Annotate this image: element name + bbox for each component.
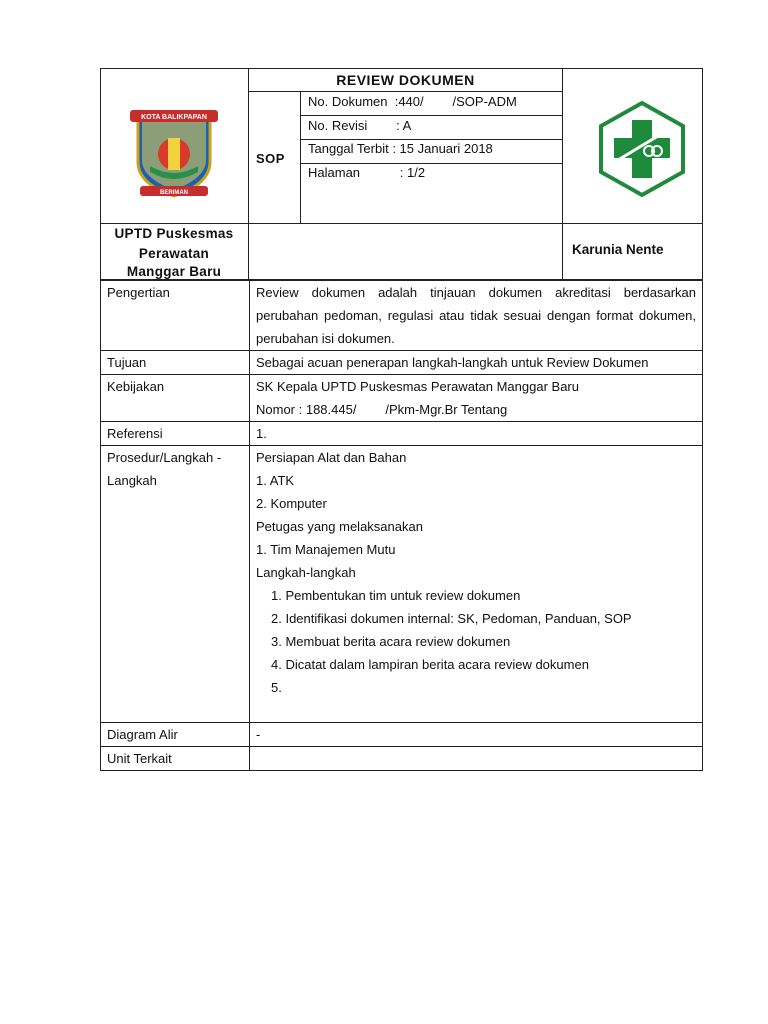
org-name-line-2: Perawatan bbox=[138, 246, 210, 261]
row-label: Pengertian bbox=[101, 281, 250, 351]
row-value bbox=[250, 747, 703, 771]
revision-number: No. Revisi : A bbox=[308, 118, 412, 133]
row-label: Unit Terkait bbox=[101, 747, 250, 771]
row-label: Tujuan bbox=[101, 351, 250, 375]
row-kebijakan bbox=[101, 375, 703, 422]
label-line: Langkah bbox=[107, 473, 157, 488]
doc-number: No. Dokumen :440/ /SOP-ADM bbox=[308, 94, 517, 109]
kota-balikpapan-emblem-icon bbox=[128, 104, 220, 200]
kebijakan-line: Nomor : 188.445/ /Pkm-Mgr.Br Tentang bbox=[256, 402, 508, 417]
row-value bbox=[250, 446, 703, 723]
row-label: Referensi bbox=[101, 422, 250, 446]
procedure-step: 3. Membuat berita acara review dokumen bbox=[271, 634, 511, 649]
emblem-banner-bottom: BERIMAN bbox=[160, 190, 188, 196]
procedure-step: 4. Dicatat dalam lampiran berita acara review dokumen bbox=[271, 657, 589, 672]
row-label: Diagram Alir bbox=[101, 723, 250, 747]
row-tujuan bbox=[101, 351, 703, 375]
sop-body-table bbox=[100, 280, 703, 771]
procedure-line: 2. Komputer bbox=[256, 496, 327, 511]
procedure-line: 1. Tim Manajemen Mutu bbox=[256, 542, 396, 557]
sop-label: SOP bbox=[256, 151, 285, 166]
kebijakan-line: SK Kepala UPTD Puskesmas Perawatan Manggar Baru bbox=[256, 379, 579, 394]
procedure-line: Langkah-langkah bbox=[256, 565, 356, 580]
puskesmas-cross-logo-icon bbox=[596, 100, 688, 198]
row-pengertian bbox=[101, 281, 703, 351]
emblem-banner-top: KOTA BALIKPAPAN bbox=[141, 114, 207, 121]
signer-name: Karunia Nente bbox=[572, 242, 664, 257]
org-name-line-1: UPTD Puskesmas bbox=[114, 226, 234, 241]
issue-date: Tanggal Terbit : 15 Januari 2018 bbox=[308, 141, 493, 156]
sop-header bbox=[100, 68, 703, 280]
procedure-step: 2. Identifikasi dokumen internal: SK, Pedoman, Panduan, SOP bbox=[271, 611, 632, 626]
row-value: 1. bbox=[250, 422, 703, 446]
procedure-line: Petugas yang melaksanakan bbox=[256, 519, 423, 534]
row-label bbox=[101, 446, 250, 723]
page-count: Halaman : 1/2 bbox=[308, 165, 426, 180]
procedure-line: Persiapan Alat dan Bahan bbox=[256, 450, 407, 465]
row-value bbox=[250, 375, 703, 422]
label-line: Prosedur/Langkah - bbox=[107, 450, 222, 465]
row-label: Kebijakan bbox=[101, 375, 250, 422]
row-referensi bbox=[101, 422, 703, 446]
org-name-line-3: Manggar Baru bbox=[126, 264, 222, 279]
row-value: - bbox=[250, 723, 703, 747]
document-title: REVIEW DOKUMEN bbox=[336, 72, 475, 88]
row-diagram-alir bbox=[101, 723, 703, 747]
procedure-step: 5. bbox=[271, 680, 282, 695]
row-prosedur bbox=[101, 446, 703, 723]
row-value: Review dokumen adalah tinjauan dokumen akreditasi berdasarkan perubahan pedoman, regulasi atau tidak sesuai dengan format dokumen, perubahan isi dokumen. bbox=[250, 281, 703, 351]
procedure-line: 1. ATK bbox=[256, 473, 295, 488]
procedure-step: 1. Pembentukan tim untuk review dokumen bbox=[271, 588, 521, 603]
row-value: Sebagai acuan penerapan langkah-langkah untuk Review Dokumen bbox=[250, 351, 703, 375]
row-unit-terkait bbox=[101, 747, 703, 771]
